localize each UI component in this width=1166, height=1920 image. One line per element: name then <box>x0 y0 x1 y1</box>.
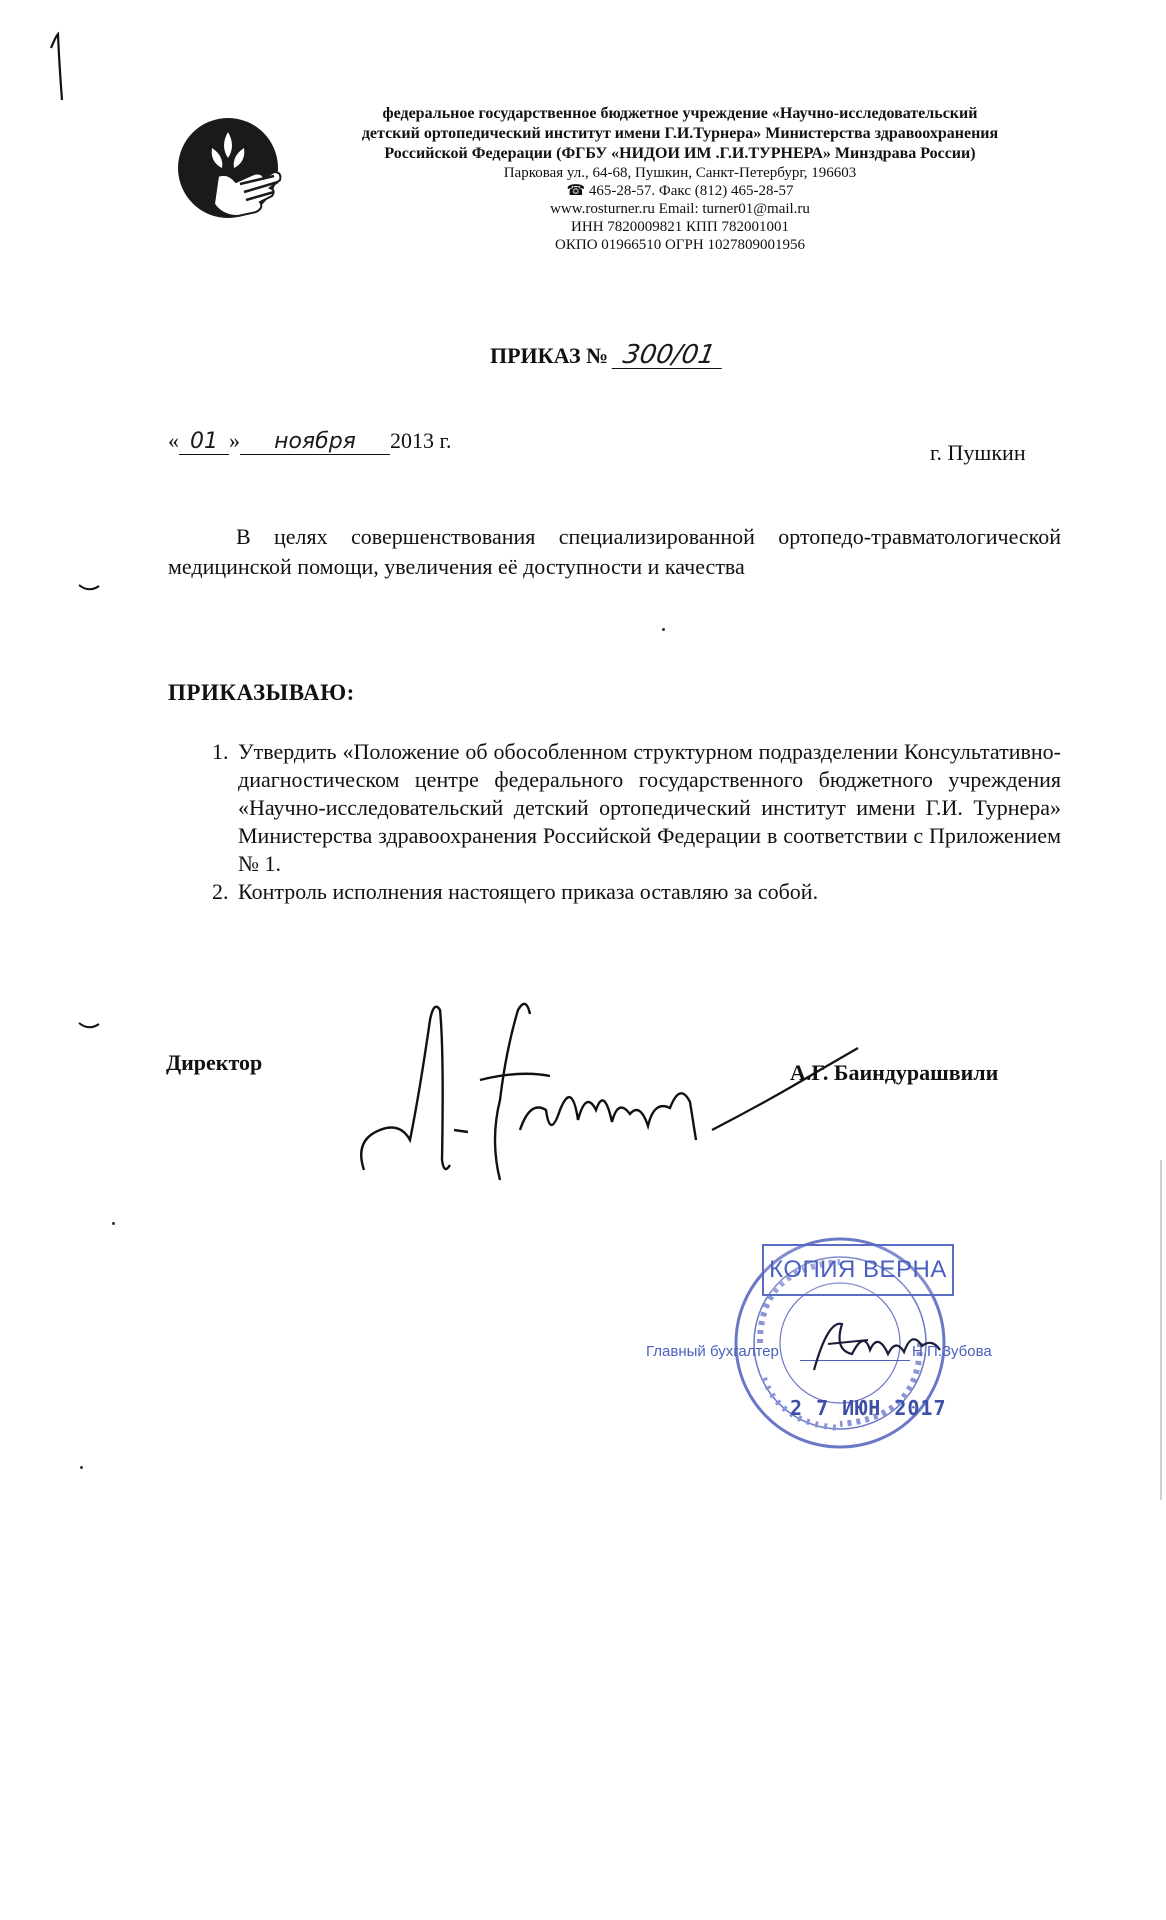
org-name-line-2: детский ортопедический институт имени Г.И.Турнера» Министерства здравоохранения <box>361 125 999 142</box>
order-title-prefix: ПРИКАЗ № <box>490 343 609 368</box>
org-name-line-1: федеральное государственное бюджетное учреждение «Научно-исследовательский <box>382 105 978 122</box>
date-day: 01 <box>179 429 229 455</box>
director-title: Директор <box>166 1050 263 1075</box>
date-year: 2013 г. <box>390 428 452 453</box>
date-close-quote: » <box>229 428 240 453</box>
scan-edge <box>1160 1160 1162 1500</box>
margin-tick <box>78 1018 100 1028</box>
order-date <box>168 428 452 455</box>
speck <box>112 1222 115 1225</box>
date-month: ноября <box>240 429 390 455</box>
intro-paragraph: В целях совершенствования специализированной ортопедо-травматологической медицинской помощи, увеличения её доступности и качества <box>168 524 1061 579</box>
page-number-mark <box>48 30 68 102</box>
org-address: Парковая ул., 64-68, Пушкин, Санкт-Петербург, 196603 <box>503 165 857 181</box>
org-name-line-3: Российской Федерации (ФГБУ «НИДОИ ИМ .Г.И.ТУРНЕРА» Минздрава России) <box>384 145 976 162</box>
letterhead <box>300 104 1060 254</box>
stamp-date: 2 7 ИЮН 2017 <box>790 1396 947 1420</box>
org-phone: ☎ 465-28-57. Факс (812) 465-28-57 <box>566 183 794 199</box>
org-web-email: www.rosturner.ru Email: turner01@mail.ru <box>550 201 810 217</box>
order-item: 1. Утвердить «Положение об обособленном структурном подразделении Консультативно-диагностическом центре федерального государственного бюджетного учреждения «Научно-исследовательский детский ортопедический институт имени Г.И. Турнера» Министерства здравоохранения Российской Федерации в соответствии с Приложением № 1. <box>234 738 1061 878</box>
org-okpo: ОКПО 01966510 ОГРН 1027809001956 <box>555 237 805 253</box>
order-items <box>190 738 1061 906</box>
director-signature <box>350 990 860 1190</box>
order-item: 2. Контроль исполнения настоящего приказа оставляю за собой. <box>234 878 1061 906</box>
institute-logo <box>178 112 294 228</box>
org-inn: ИНН 7820009821 КПП 782001001 <box>571 219 789 235</box>
director-name: А.Г. Баиндурашвили <box>790 1060 999 1085</box>
accountant-name: Н.П.Зубова <box>912 1343 992 1360</box>
copy-certified-stamp: КОПИЯ ВЕРНА <box>762 1244 954 1296</box>
date-open-quote: « <box>168 428 179 453</box>
accountant-title: Главный бухгалтер <box>646 1343 779 1360</box>
speck <box>662 628 665 631</box>
margin-tick <box>78 580 100 590</box>
city: г. Пушкин <box>930 440 1026 465</box>
order-title <box>490 342 724 369</box>
speck <box>80 1466 83 1469</box>
order-number: 300/01 <box>611 342 726 369</box>
order-word: ПРИКАЗЫВАЮ: <box>168 680 355 705</box>
